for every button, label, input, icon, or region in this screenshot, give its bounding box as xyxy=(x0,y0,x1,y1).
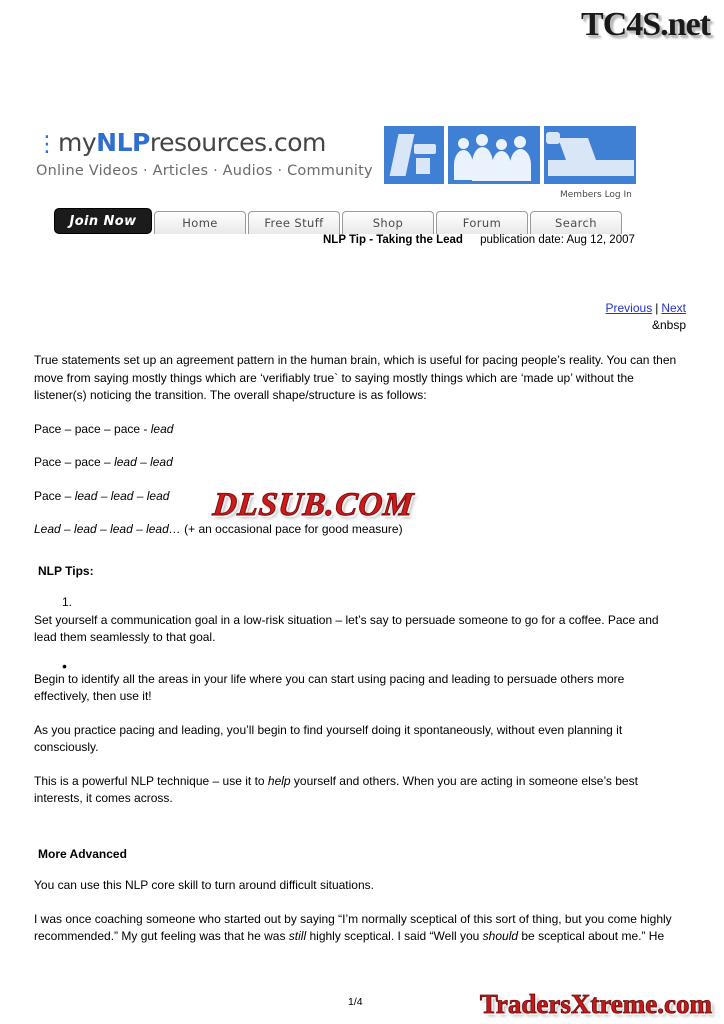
header-tile-landscape-icon xyxy=(544,126,636,184)
pattern-3-plain: Pace – xyxy=(34,488,75,503)
powerful-italic: help xyxy=(267,773,291,788)
coaching-paragraph xyxy=(34,911,682,946)
header-image-tiles xyxy=(384,126,636,184)
nav-item-forum[interactable]: Forum xyxy=(436,211,528,234)
coaching-p3: be sceptical about me.” He xyxy=(518,929,665,943)
article-pager xyxy=(606,301,687,315)
next-link[interactable]: Next xyxy=(661,301,686,315)
article-body xyxy=(34,352,682,962)
tip-text-2: Begin to identify all the areas in your life where you can start using pacing and leading to persuade others more effectively, then use it! xyxy=(34,671,625,703)
coaching-i1: still xyxy=(288,929,307,943)
pattern-2-plain: Pace – pace – xyxy=(34,455,115,469)
nav-item-shop[interactable]: Shop xyxy=(342,211,434,234)
site-header-banner xyxy=(36,128,640,233)
site-logo-text xyxy=(36,128,376,157)
pattern-4-italic: Lead – lead – lead – lead… xyxy=(34,522,181,536)
pattern-3-italic: lead – lead – lead xyxy=(74,488,170,503)
article-title: NLP Tip - Taking the Lead xyxy=(323,234,463,246)
practice-paragraph: As you practice pacing and leading, you’ll begin to find yourself doing it spontaneously, without even planning it consciously. xyxy=(34,722,623,754)
logo-resources: resources.com xyxy=(149,128,326,157)
pattern-line-2 xyxy=(34,454,682,472)
intro-paragraph: True statements set up an agreement pattern in the human brain, which is useful for pacing people’s reality. You can then move from saying mostly things which are ‘verifiably true` to saying mostly things which are ‘made up’ without the listener(s) noticing the transition. The overall shape/structure is as follows: xyxy=(34,353,677,402)
powerful-before: This is a powerful NLP technique – use it to xyxy=(34,773,268,788)
tradersxtreme-watermark: TradersXtreme.com xyxy=(479,989,712,1019)
logo-my: my xyxy=(58,128,97,157)
header-tile-person-icon xyxy=(384,126,444,184)
pattern-2-italic: lead – lead xyxy=(114,455,173,469)
members-login-link[interactable]: Members Log In xyxy=(560,190,632,200)
site-logo[interactable] xyxy=(36,128,376,179)
logo-dots-icon: ⋮ xyxy=(36,132,55,157)
nav-item-home[interactable]: Home xyxy=(154,211,246,234)
article-publication-date: publication date: Aug 12, 2007 xyxy=(480,234,635,246)
tc4s-watermark: TC4S.net xyxy=(581,6,710,43)
tip-text-1: Set yourself a communication goal in a low-risk situation – let’s say to persuade someone to go for a coffee. Pace and lead them seamlessly to that goal. xyxy=(34,612,659,644)
header-tile-group-icon xyxy=(448,126,540,184)
pager-separator: | xyxy=(655,301,659,315)
tip-marker-1: 1. xyxy=(62,595,73,609)
pattern-line-1 xyxy=(34,421,682,439)
pattern-1-plain: Pace – pace – pace - xyxy=(34,421,151,436)
logo-nlp: NLP xyxy=(96,128,150,157)
more-advanced-heading: More Advanced xyxy=(38,846,127,861)
nav-item-free-stuff[interactable]: Free Stuff xyxy=(248,211,340,234)
coaching-p1: I was once coaching someone who started out by saying “I’m normally sceptical of this sort of thing, but you come highly recommended.” My gut feeling was that he was xyxy=(34,911,672,943)
nbsp-text: &nbsp xyxy=(651,318,686,332)
pattern-1-italic: lead xyxy=(150,421,174,436)
pattern-4-tail: (+ an occasional pace for good measure) xyxy=(180,522,403,536)
tip-marker-2: • xyxy=(62,657,67,674)
advanced-paragraph: You can use this NLP core skill to turn around difficult situations. xyxy=(34,878,374,892)
nlp-tips-heading: NLP Tips: xyxy=(38,563,94,578)
nav-item-search[interactable]: Search xyxy=(530,211,622,234)
page-number: 1/4 xyxy=(348,996,363,1008)
site-nav xyxy=(54,208,624,234)
coaching-p2: highly sceptical. I said “Well you xyxy=(306,929,483,943)
dlsub-watermark: DLSUB.COM xyxy=(211,487,416,523)
previous-link[interactable]: Previous xyxy=(605,301,653,315)
coaching-i2: should xyxy=(482,929,519,943)
powerful-after: yourself and others. When you are acting in someone else’s best interests, it comes across. xyxy=(34,773,638,805)
article-title-row xyxy=(323,234,635,246)
powerful-technique-paragraph xyxy=(34,773,682,808)
site-tagline: Online Videos · Articles · Audios · Community xyxy=(36,163,373,179)
nav-item-join-now[interactable]: Join Now xyxy=(54,208,152,234)
